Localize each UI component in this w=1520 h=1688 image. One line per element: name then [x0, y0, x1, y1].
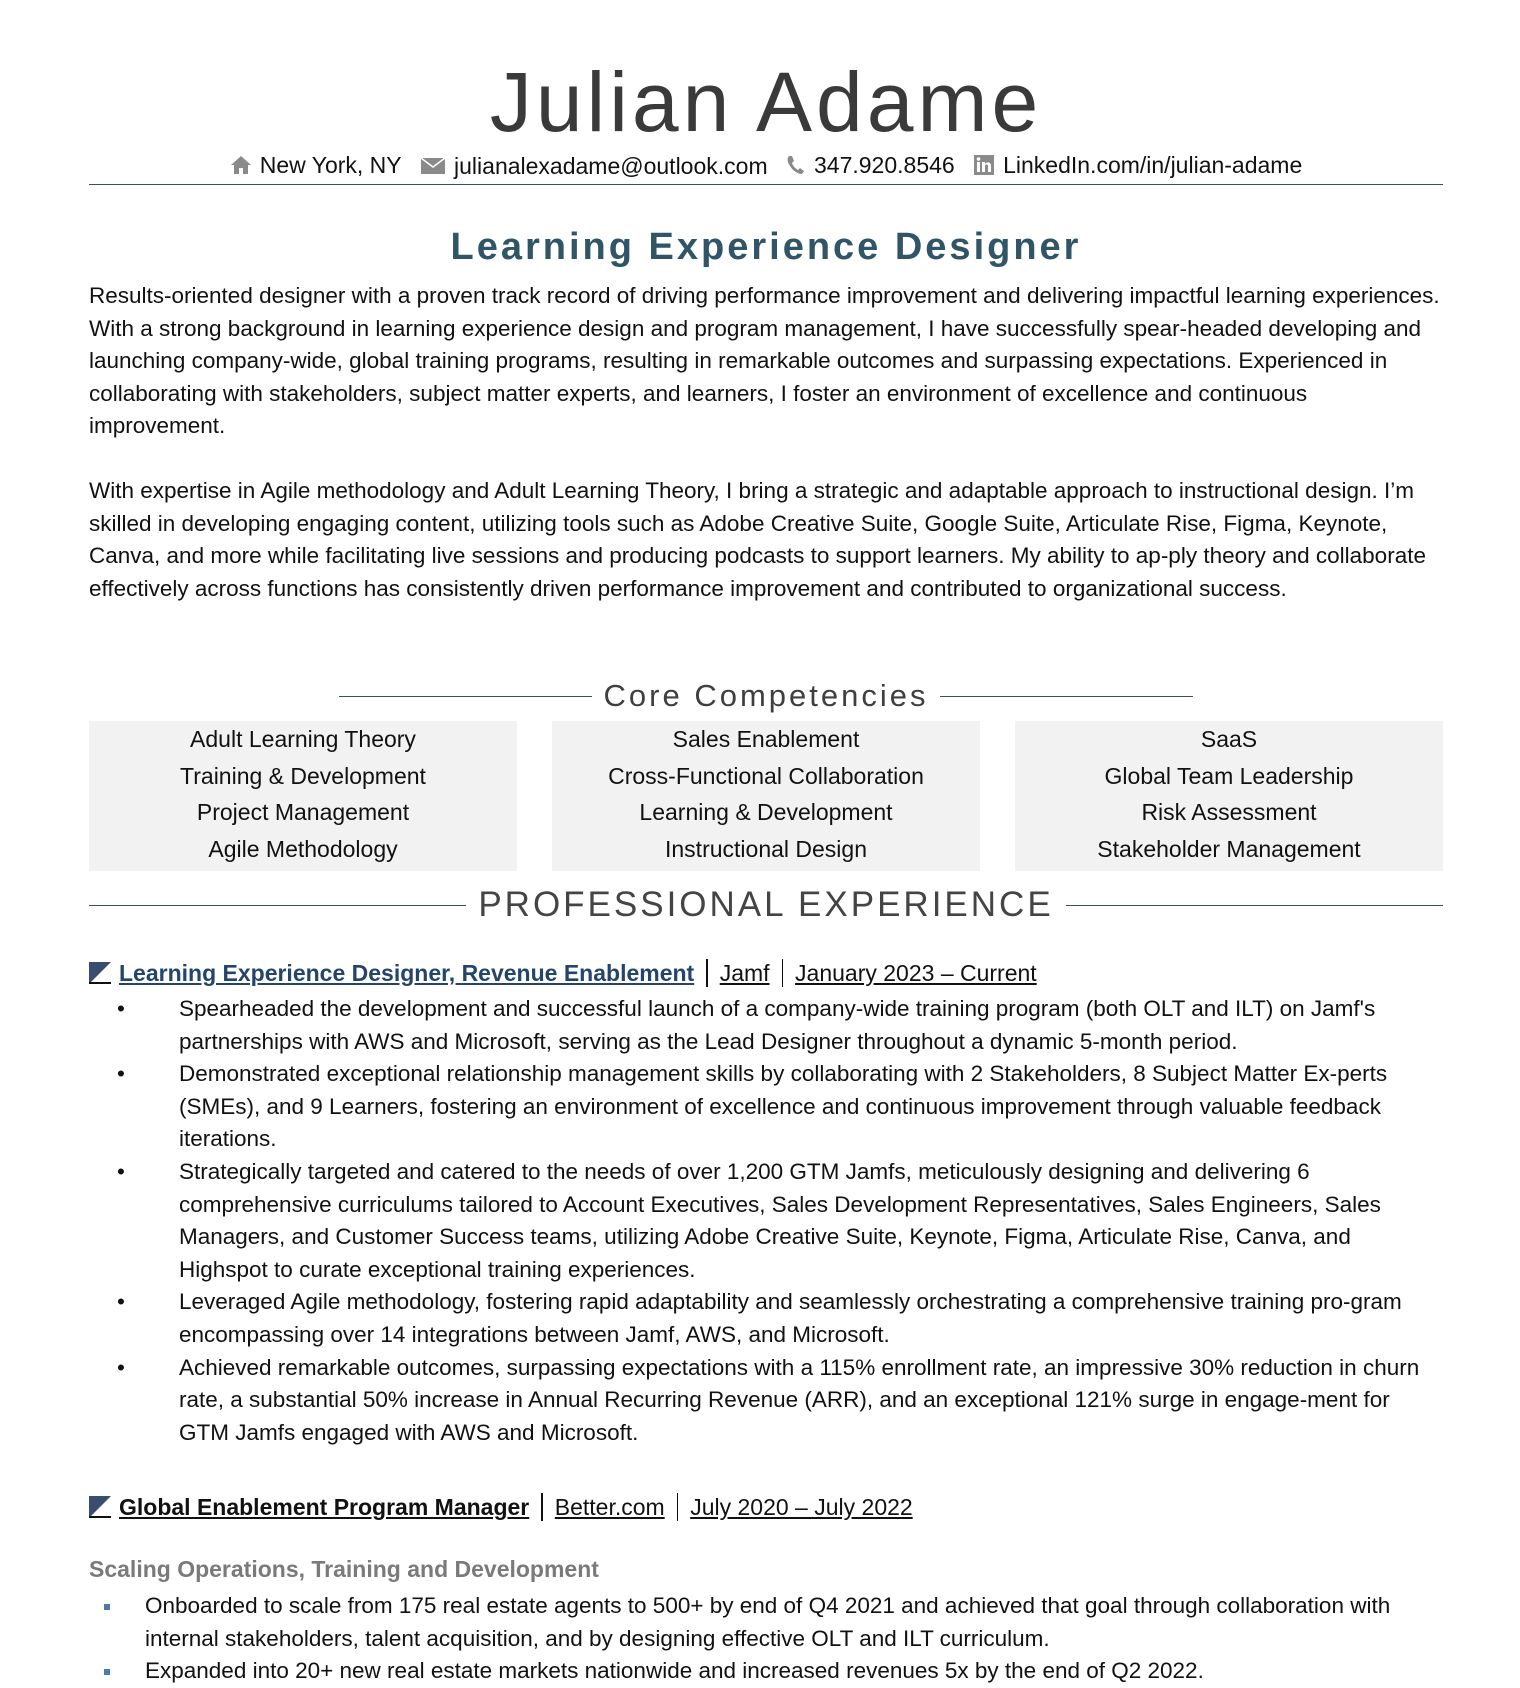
bullet-symbol: •	[117, 996, 125, 1021]
job-company: Better.com	[554, 1494, 665, 1520]
home-icon	[230, 154, 252, 176]
list-item: Expanded into 20+ new real estate markets nationwide and increased revenues 5x by the end of Q2 2022.	[89, 1655, 1443, 1688]
corner-flag-icon	[89, 962, 111, 984]
job-header	[89, 1490, 913, 1524]
bullet-symbol: •	[117, 1061, 125, 1087]
competencies-heading-label: Core Competencies	[603, 678, 929, 713]
competency-column	[89, 721, 517, 871]
job-subheading: Scaling Operations, Training and Development	[89, 1556, 599, 1582]
list-item: • Leveraged Agile methodology, fostering rapid adaptability and seamlessly orchestrating a comprehensive training pro-gram encompassing over 14 integrations between Jamf, AWS, and Microsoft.	[89, 1286, 1443, 1351]
competency-item: Project Management	[196, 799, 410, 826]
competencies-grid	[89, 721, 1443, 871]
phone-icon	[786, 154, 806, 176]
competency-item: Risk Assessment	[1141, 799, 1317, 826]
job-header	[89, 956, 1037, 990]
separator	[541, 1493, 543, 1521]
job-company: Jamf	[719, 960, 770, 986]
competency-item: Instructional Design	[665, 836, 867, 863]
competency-item: Sales Enablement	[672, 726, 860, 752]
list-item: • Demonstrated exceptional relationship management skills by collaborating with 2 Stakeholders, 8 Subject Matter Ex-perts (SMEs), and 9 Learners, fostering an environment of excellence and continuous improvement through valuable feedback iterations.	[89, 1058, 1443, 1156]
job-dates: January 2023 – Current	[795, 960, 1037, 986]
heading-rule	[339, 696, 592, 697]
competency-item: Agile Methodology	[208, 836, 398, 863]
competency-item: SaaS	[1200, 726, 1258, 752]
contact-bar	[89, 148, 1443, 185]
contact-location: New York, NY	[230, 148, 402, 182]
competency-column	[552, 721, 980, 871]
competency-item: Stakeholder Management	[1097, 836, 1361, 863]
experience-heading-label: PROFESSIONAL EXPERIENCE	[478, 885, 1054, 924]
job-title: Global Enablement Program Manager	[119, 1494, 530, 1520]
separator	[677, 1493, 679, 1521]
header-divider	[89, 184, 1443, 185]
competency-item: Adult Learning Theory	[190, 726, 416, 752]
job-bullets	[89, 993, 1443, 1449]
summary	[89, 280, 1443, 637]
contact-linkedin[interactable]: LinkedIn.com/in/julian-adame	[973, 148, 1302, 182]
envelope-icon	[420, 156, 446, 176]
contact-email[interactable]: julianalexadame@outlook.com	[420, 149, 768, 183]
bullet-symbol: •	[117, 1289, 125, 1315]
job-dates: July 2020 – July 2022	[690, 1494, 913, 1520]
linkedin-icon	[973, 154, 995, 176]
candidate-name: Julian Adame	[489, 55, 1043, 149]
bullet-symbol: •	[117, 1354, 125, 1380]
competency-item: Learning & Development	[639, 799, 893, 826]
heading-rule	[89, 905, 466, 906]
list-item: Onboarded to scale from 175 real estate agents to 500+ by end of Q4 2021 and achieved that goal through collaboration with internal stakeholders, talent acquisition, and by designing effective OLT and ILT curriculum.	[89, 1590, 1443, 1655]
summary-paragraph: Results-oriented designer with a proven track record of driving performance improvement and delivering impactful learning experiences. With a strong background in learning experience design and program management, I have successfully spear-headed developing and launching company-wide, global training programs, resulting in remarkable outcomes and surpassing expectations. Experienced in collaborating with stakeholders, subject matter experts, and learners, I foster an environment of excellence and continuous improvement.	[89, 283, 1440, 439]
competencies-heading	[339, 675, 1193, 717]
separator	[706, 959, 708, 987]
square-bullet	[104, 1604, 110, 1610]
role-title: Learning Experience Designer	[450, 226, 1082, 268]
contact-phone[interactable]: 347.920.8546	[786, 148, 955, 182]
heading-rule	[1066, 905, 1443, 906]
list-item: • Strategically targeted and catered to the needs of over 1,200 GTM Jamfs, meticulously designing and delivering 6 comprehensive curriculums tailored to Account Executives, Sales Development Representatives, Sales Engineers, Sales Managers, and Customer Success teams, utilizing Adobe Creative Suite, Keynote, Figma, Articulate Rise, Canva, and Highspot to curate exceptional training experiences.	[89, 1156, 1443, 1286]
summary-paragraph: With expertise in Agile methodology and Adult Learning Theory, I bring a strategic and adaptable approach to instructional design. I’m skilled in developing engaging content, utilizing tools such as Adobe Creative Suite, Google Suite, Articulate Rise, Figma, Keynote, Canva, and more while facilitating live sessions and producing podcasts to support learners. My ability to ap-ply theory and collaborate effectively across functions has consistently driven performance improvement and contributed to organizational success.	[89, 477, 1426, 601]
competency-item: Global Team Leadership	[1104, 762, 1354, 789]
job-title: Learning Experience Designer, Revenue Enablement	[119, 960, 695, 986]
heading-rule	[940, 696, 1193, 697]
corner-flag-icon	[89, 1496, 111, 1518]
competency-item: Training & Development	[180, 762, 426, 789]
separator	[782, 959, 784, 987]
competency-column	[1015, 721, 1443, 871]
experience-heading	[89, 882, 1443, 928]
job-bullets	[89, 1590, 1443, 1688]
competency-item: Cross-Functional Collaboration	[608, 762, 924, 789]
list-item: • Spearheaded the development and successful launch of a company-wide training program (both OLT and ILT) on Jamf's partnerships with AWS and Microsoft, serving as the Lead Designer throughout a dynamic 5-month period.	[89, 993, 1443, 1058]
list-item: • Achieved remarkable outcomes, surpassing expectations with a 115% enrollment rate, an impressive 30% reduction in churn rate, a substantial 50% increase in Annual Recurring Revenue (ARR), and an exceptional 121% surge in engage-ment for GTM Jamfs engaged with AWS and Microsoft.	[89, 1352, 1443, 1450]
bullet-symbol: •	[117, 1158, 125, 1184]
square-bullet	[104, 1669, 110, 1675]
